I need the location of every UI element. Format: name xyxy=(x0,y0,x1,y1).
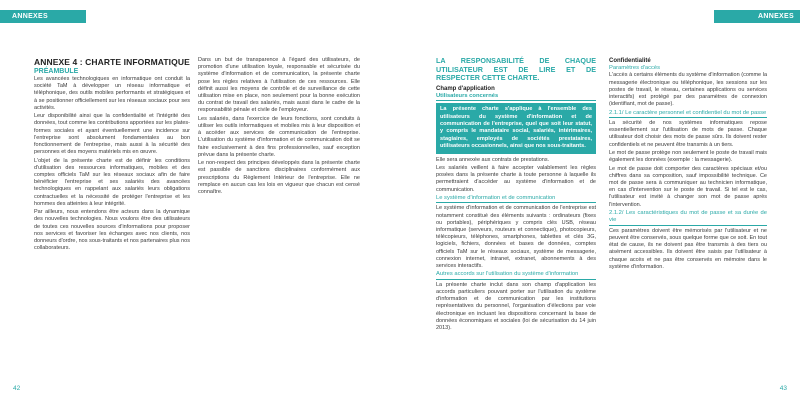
column-2 xyxy=(198,57,360,197)
column-4 xyxy=(609,57,767,272)
other-agreements-heading: Autres accords sur l'utilisation du système d'information xyxy=(436,271,596,279)
paragraph: Le mot de passe protège non seulement le poste de travail mais également les données (exemple : la messagerie). xyxy=(609,150,767,164)
scope-callout-box: La présente charte s'applique à l'ensemble des utilisateurs du système d'information et de communication de l'entreprise, quel que soit leur statut, y compris le mandataire social, salariés, intérimaires, stagiaires, employés de sociétés prestataires, utilisateurs occasionnels, ainsi que nos sous-traitants. xyxy=(436,103,596,153)
paragraph: Le mot de passe doit comporter des caractères spéciaux et/ou chiffres dans sa composition, sauf impossibilité technique. Ce mot de passe sera à communiquer au technicien informatique, en cas d'intervention sur le poste de travail. Si tel est le cas, l'utilisateur est invité à changer son mot de passe après l'intervention. xyxy=(609,165,767,208)
scope-heading: Champ d'application xyxy=(436,85,495,92)
paragraph: L'objet de la présente charte est de définir les conditions d'utilisation des ressources informatiques, mobiles et des comptes officiels TaM sur les réseaux sociaux afin de faire bénéficier l'entreprise et ses salariés des avancées technologiques en rappelant aux salariés leurs obligations contractuelles et la nécessité de protéger l'entreprise et les hommes des atteintes à leur intégrité. xyxy=(34,157,190,207)
users-heading: Utilisateurs concernés xyxy=(436,93,596,101)
access-params-heading: Paramètres d'accès xyxy=(609,65,661,71)
page-number-right: 43 xyxy=(779,385,787,392)
password-personal-heading: 2.1.1/ Le caractère personnel et confidentiel du mot de passe xyxy=(609,110,767,118)
header-tab-left: ANNEXES xyxy=(0,10,86,23)
header-tab-right: ANNEXES xyxy=(714,10,800,23)
responsibility-heading: LA RESPONSABILITÉ DE CHAQUE UTILISATEUR EST DE LIRE ET DE RESPECTER CETTE CHARTE. xyxy=(436,56,596,83)
paragraph: La présente charte inclut dans son champ d'application les accords particuliers pouvant porter sur l'utilisation du système d'information et de communication par les institutions représentatives du personnel, l'organisation d'élections par voie électronique en incluant les dispositions concernant la base de données économiques et sociales (loi de sécurisation du 14 juin 2013). xyxy=(436,281,596,332)
paragraph: Les salariés veillent à faire accepter valablement les règles posées dans la présente charte à toute personne à laquelle ils permettraient d'accéder au système d'information et de communication. xyxy=(436,165,596,193)
page-number-left: 42 xyxy=(13,385,21,392)
paragraph: Les salariés, dans l'exercice de leurs fonctions, sont conduits à utiliser les outils informatiques et mobiles mis à leur disposition et à accéder aux services de communication de l'entreprise. L'utilisation du système d'information et de communication doit se faire exclusivement à des fins professionnelles, sauf exception prévue dans la présente charte. xyxy=(198,115,360,158)
paragraph: Leur disponibilité ainsi que la confidentialité et l'intégrité des données, tout comme les contributions apportées sur les plates-formes sociales et ayant éventuellement une incidence sur l'entreprise sont absolument fondamentales au bon fonctionnement de l'entreprise, mais aussi à la sécurité des personnes et des moyens matériels mis en œuvre. xyxy=(34,113,190,156)
annex-title: ANNEXE 4 : CHARTE INFORMATIQUE xyxy=(34,57,190,67)
paragraph: L'accès à certains éléments du système d'information (comme la messagerie électronique ou téléphonique, les sessions sur les postes de travail, le réseau, certaines applications ou services interactifs) est protégé par des paramètres de connexion (identifiant, mot de passe). xyxy=(609,72,767,108)
paragraph: Ces paramètres doivent être mémorisés par l'utilisateur et ne peuvent être conservés, sous quelque forme que ce soit. En tout état de cause, ils ne doivent pas être transmis à des tiers ou aisément accessibles. Ils doivent être saisis par l'utilisateur à chaque accès et ne pas être conservés en mémoire dans le système d'information. xyxy=(609,227,767,270)
column-3 xyxy=(436,57,596,333)
column-1 xyxy=(34,57,190,254)
paragraph: Le non-respect des principes développés dans la présente charte est passible de sanctions disciplinaires conformément aux prescriptions du Règlement Intérieur de l'entreprise. Elle ne remplace en aucun cas les lois en vigueur que chacun est censé connaître. xyxy=(198,160,360,196)
paragraph: La sécurité de nos systèmes informatiques repose essentiellement sur l'utilisation de mots de passe. Chaque utilisateur doit choisir des mots de passe sûrs. Ils doivent rester confidentiels et ne peuvent être transmis à un tiers. xyxy=(609,120,767,148)
confidentiality-heading: Confidentialité xyxy=(609,58,651,64)
paragraph: Les avancées technologiques en informatique ont conduit la société TaM à développer un réseau informatique et téléphonique, des outils mobiles performants et stratégiques et à se positionner officiellement sur les réseaux sociaux pour ses activités. xyxy=(34,76,190,111)
system-heading: Le système d'information et de communication xyxy=(436,195,596,203)
paragraph: Elle sera annexée aux contrats de prestations. xyxy=(436,156,550,163)
paragraph: Par ailleurs, nous entendons être acteurs dans la dynamique des nouvelles technologies. Nous voulons être des utilisateurs de toutes ces nouvelles sources d'informations pour proposer nos services et favoriser les échanges avec nos clients, nos donneurs d'ordre, nos sous-traitants et nos partenaires plus nos collaborateurs. xyxy=(34,209,190,252)
password-characteristics-heading: 2.1.2/ Les caractéristiques du mot de passe et sa durée de vie xyxy=(609,210,767,226)
paragraph: Le système d'information et de communication de l'entreprise est notamment constitué des éléments suivants : ordinateurs (fixes ou portables), périphériques y compris clés USB, réseau informatique (serveurs, routeurs et connectique), photocopieurs, télécopieurs, téléphones, smartphones, tablettes et clés 3G, logiciels, fichiers, données et bases de données, comptes officiels TaM sur le réseaux sociaux, système de messagerie, connexion internet, intranet, extranet, abonnements à des services interactifs. xyxy=(436,205,596,270)
paragraph: Dans un but de transparence à l'égard des utilisateurs, de promotion d'une utilisation loyale, responsable et sécurisée du système d'information et de communication, la présente charte pose les règles relatives à l'utilisation de ces ressources. Elle définit aussi les moyens de contrôle et de surveillance de cette utilisation mise en place, non seulement pour la bonne exécution du contrat de travail des salariés, mais aussi dans le cadre de la responsabilité pénale et civile de l'employeur. xyxy=(198,57,360,114)
preamble-heading: PRÉAMBULE xyxy=(34,68,79,75)
